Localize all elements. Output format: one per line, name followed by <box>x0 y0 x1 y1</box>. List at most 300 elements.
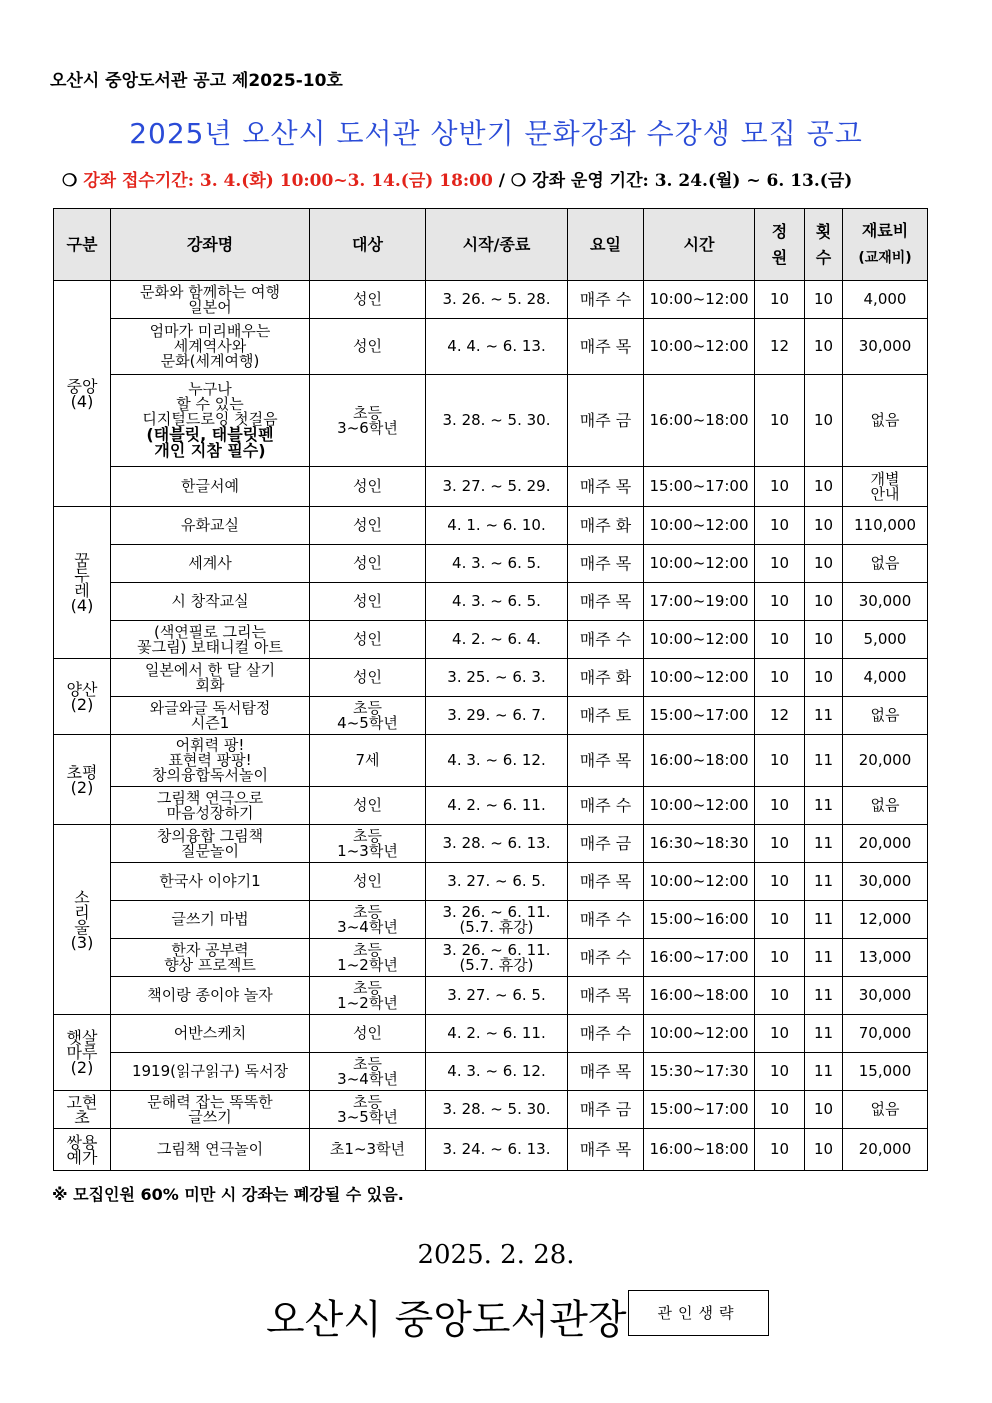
day-cell: 매주 목 <box>568 467 644 507</box>
cell-line: 초등 <box>353 940 382 959</box>
cell-line: 15,000 <box>858 1062 912 1080</box>
fee-cell <box>843 467 928 507</box>
target-cell <box>310 545 426 583</box>
day-cell: 매주 목 <box>568 977 644 1015</box>
period-separator: / <box>498 171 505 191</box>
cell-line: 문화와 함께하는 여행 <box>140 282 280 301</box>
table-row <box>54 1129 928 1171</box>
sessions-cell: 11 <box>805 977 843 1015</box>
cell-line: 4,000 <box>863 290 907 308</box>
cell-line: (4) <box>70 391 94 411</box>
sessions-cell: 10 <box>805 281 843 319</box>
fee-cell <box>843 621 928 659</box>
target-cell <box>310 735 426 787</box>
cell-line: 꽃그림) 보태니컬 아트 <box>137 637 283 656</box>
cell-line: 시 창작교실 <box>171 592 249 610</box>
period-cell <box>426 901 568 939</box>
cell-line: 4. 3. ~ 6. 12. <box>447 751 546 769</box>
cell-line: 성인 <box>353 1024 382 1042</box>
cell-line: 예가 <box>66 1147 98 1167</box>
header-period: 시작/종료 <box>426 209 568 281</box>
cell-line: 성인 <box>353 872 382 890</box>
table-row <box>54 1053 928 1091</box>
period-cell <box>426 1091 568 1129</box>
cell-line: 초등 <box>353 698 382 717</box>
course-name-cell <box>111 939 310 977</box>
target-cell <box>310 467 426 507</box>
table-row <box>54 659 928 697</box>
period-cell <box>426 1053 568 1091</box>
cell-line: 30,000 <box>858 592 912 610</box>
sessions-cell: 10 <box>805 659 843 697</box>
cell-line: 없음 <box>870 796 900 814</box>
operation-period: 강좌 운영 기간: 3. 24.(월) ~ 6. 13.(금) <box>532 171 853 191</box>
target-cell <box>310 1053 426 1091</box>
quota-cell: 10 <box>755 1053 805 1091</box>
course-name-cell <box>111 659 310 697</box>
fee-cell <box>843 507 928 545</box>
course-name-cell <box>111 507 310 545</box>
target-cell <box>310 977 426 1015</box>
cell-line: 그림책 연극놀이 <box>156 1140 264 1158</box>
time-cell: 10:00~12:00 <box>644 545 755 583</box>
cell-line: 4. 3. ~ 6. 12. <box>447 1062 546 1080</box>
cell-line: 20,000 <box>858 751 912 769</box>
cell-line: 3~6학년 <box>337 418 398 437</box>
fee-cell <box>843 1129 928 1171</box>
table-row <box>54 863 928 901</box>
cell-line: 글쓰기 마법 <box>171 910 249 928</box>
period-cell <box>426 863 568 901</box>
header-sessions: 횟 수 <box>805 209 843 281</box>
cell-line: 3~4학년 <box>337 917 398 936</box>
cell-line: 성인 <box>353 796 382 814</box>
cell-line: 30,000 <box>858 986 912 1004</box>
cell-line: 1~2학년 <box>337 993 398 1012</box>
cell-line: 초 <box>74 1107 90 1127</box>
group-cell <box>54 825 111 1015</box>
day-cell: 매주 화 <box>568 659 644 697</box>
period-cell <box>426 787 568 825</box>
time-cell: 16:00~17:00 <box>644 939 755 977</box>
table-row <box>54 583 928 621</box>
table-row <box>54 825 928 863</box>
cell-line: 4. 3. ~ 6. 5. <box>452 592 541 610</box>
course-name-cell <box>111 697 310 735</box>
group-cell <box>54 735 111 825</box>
period-cell <box>426 621 568 659</box>
table-row <box>54 939 928 977</box>
cell-line: 시즌1 <box>190 713 230 732</box>
fee-cell <box>843 939 928 977</box>
quota-cell: 10 <box>755 1091 805 1129</box>
time-cell: 16:00~18:00 <box>644 977 755 1015</box>
cell-line: 7세 <box>355 751 380 769</box>
quota-cell: 10 <box>755 507 805 545</box>
cell-line: 표현력 팡팡! <box>168 751 252 769</box>
day-cell: 매주 목 <box>568 735 644 787</box>
course-name-cell <box>111 825 310 863</box>
cell-line: 3. 28. ~ 5. 30. <box>442 411 551 429</box>
page-title: 2025년 오산시 도서관 상반기 문화강좌 수강생 모집 공고 <box>129 117 863 150</box>
cell-line: 어휘력 팡! <box>175 736 245 754</box>
cell-line: 1919(읽구읽구) 독서장 <box>131 1062 289 1080</box>
fee-cell <box>843 1091 928 1129</box>
cell-line: (4) <box>70 595 94 615</box>
quota-cell: 10 <box>755 659 805 697</box>
cell-line: 없음 <box>870 706 900 724</box>
time-cell: 15:00~17:00 <box>644 697 755 735</box>
cell-line: 초등 <box>353 826 382 845</box>
quota-cell: 10 <box>755 977 805 1015</box>
time-cell: 16:00~18:00 <box>644 735 755 787</box>
table-row <box>54 1015 928 1053</box>
period-cell <box>426 1015 568 1053</box>
quota-cell: 10 <box>755 621 805 659</box>
cell-line: 초등 <box>353 403 382 422</box>
day-cell: 매주 수 <box>568 281 644 319</box>
sessions-cell: 10 <box>805 1129 843 1171</box>
cell-line: 소 <box>74 887 90 907</box>
table-row <box>54 1091 928 1129</box>
cell-line: 3. 28. ~ 5. 30. <box>442 1100 551 1118</box>
sessions-cell: 10 <box>805 467 843 507</box>
fee-cell <box>843 319 928 375</box>
cell-line: 성인 <box>353 630 382 648</box>
fee-cell <box>843 583 928 621</box>
time-cell: 10:00~12:00 <box>644 863 755 901</box>
cell-line: 3. 26. ~ 6. 11. <box>442 940 551 959</box>
cell-line: 3~4학년 <box>337 1069 398 1088</box>
target-cell <box>310 1015 426 1053</box>
quota-cell: 10 <box>755 281 805 319</box>
course-name-cell <box>111 545 310 583</box>
quota-cell: 10 <box>755 1129 805 1171</box>
table-header-row <box>54 209 928 281</box>
cell-line: (태블릿, 태블릿펜 <box>146 425 274 444</box>
period-cell <box>426 467 568 507</box>
period-cell <box>426 659 568 697</box>
quota-cell: 10 <box>755 467 805 507</box>
day-cell: 매주 금 <box>568 825 644 863</box>
table-row <box>54 281 928 319</box>
fee-cell <box>843 825 928 863</box>
cell-line: 3. 26. ~ 6. 11. <box>442 902 551 921</box>
cell-line: 유화교실 <box>181 516 239 534</box>
fee-cell <box>843 863 928 901</box>
notice-date: 2025. 2. 28. <box>417 1240 575 1270</box>
cell-line: 향상 프로젝트 <box>164 955 256 974</box>
table-row <box>54 467 928 507</box>
cell-line: 할 수 있는 <box>176 395 244 413</box>
period-cell <box>426 319 568 375</box>
fee-cell <box>843 697 928 735</box>
cell-line: (2) <box>70 777 94 797</box>
quota-cell: 10 <box>755 939 805 977</box>
cell-line: 문화(세계여행) <box>160 352 260 370</box>
issuer-name: 오산시 중앙도서관장 <box>266 1297 627 1343</box>
fee-cell <box>843 901 928 939</box>
cell-line: 와글와글 독서탐정 <box>149 698 271 717</box>
cell-line: 양산 <box>66 679 98 699</box>
cell-line: 한자 공부력 <box>171 940 249 959</box>
cell-line: (2) <box>70 1058 94 1077</box>
course-name-cell <box>111 621 310 659</box>
sessions-cell: 10 <box>805 319 843 375</box>
time-cell: 15:00~16:00 <box>644 901 755 939</box>
cell-line: 110,000 <box>853 516 917 534</box>
cell-line: 안내 <box>870 484 900 503</box>
reception-period: 강좌 접수기간: 3. 4.(화) 10:00~3. 14.(금) 18:00 <box>83 171 493 191</box>
cell-line: 어반스케치 <box>173 1024 247 1042</box>
sessions-cell: 11 <box>805 825 843 863</box>
circle-bullet-icon: ❍ <box>510 171 527 191</box>
cell-line: 리 <box>74 902 90 922</box>
quota-cell: 10 <box>755 735 805 787</box>
target-cell <box>310 507 426 545</box>
circle-bullet-icon: ❍ <box>62 171 78 191</box>
time-cell: 10:00~12:00 <box>644 659 755 697</box>
cell-line: 디지털드로잉 첫걸음 <box>142 410 278 428</box>
cell-line: 3. 29. ~ 6. 7. <box>447 706 546 724</box>
day-cell: 매주 수 <box>568 1015 644 1053</box>
quota-cell: 12 <box>755 319 805 375</box>
fee-cell <box>843 787 928 825</box>
quota-cell: 10 <box>755 787 805 825</box>
quota-cell: 10 <box>755 863 805 901</box>
sessions-cell: 11 <box>805 863 843 901</box>
cell-line: 누구나 <box>188 380 232 398</box>
sessions-cell: 10 <box>805 507 843 545</box>
sessions-cell: 11 <box>805 901 843 939</box>
cell-line: 세계역사와 <box>173 337 247 355</box>
time-cell: 17:00~19:00 <box>644 583 755 621</box>
quota-cell: 10 <box>755 825 805 863</box>
cell-line: 30,000 <box>858 337 912 355</box>
footnote: ※ 모집인원 60% 미만 시 강좌는 폐강될 수 있음. <box>52 1185 404 1204</box>
cell-line: 창의융합 그림책 <box>156 826 264 845</box>
course-table <box>53 208 928 1171</box>
fee-cell <box>843 659 928 697</box>
cell-line: 한국사 이야기1 <box>159 872 261 890</box>
cell-line: (색연필로 그리는 <box>153 622 267 641</box>
quota-cell: 12 <box>755 697 805 735</box>
fee-cell <box>843 1053 928 1091</box>
table-row <box>54 319 928 375</box>
course-name-cell <box>111 375 310 467</box>
course-name-cell <box>111 735 310 787</box>
day-cell: 매주 목 <box>568 1129 644 1171</box>
cell-line: 성인 <box>353 290 382 308</box>
cell-line: 없음 <box>870 1100 900 1118</box>
quota-cell: 10 <box>755 1015 805 1053</box>
cell-line: 창의융합독서놀이 <box>152 766 268 784</box>
cell-line: 초등 <box>353 1054 382 1073</box>
time-cell: 15:00~17:00 <box>644 467 755 507</box>
target-cell <box>310 825 426 863</box>
day-cell: 매주 목 <box>568 1053 644 1091</box>
cell-line: 4. 2. ~ 6. 11. <box>447 1024 546 1042</box>
course-name-cell <box>111 319 310 375</box>
target-cell <box>310 787 426 825</box>
sessions-cell: 10 <box>805 583 843 621</box>
table-row <box>54 977 928 1015</box>
period-cell <box>426 583 568 621</box>
cell-line: 3. 25. ~ 6. 3. <box>447 668 546 686</box>
sessions-cell: 11 <box>805 735 843 787</box>
cell-line: 4. 3. ~ 6. 5. <box>452 554 541 572</box>
day-cell: 매주 수 <box>568 787 644 825</box>
quota-cell: 10 <box>755 901 805 939</box>
group-cell <box>54 1129 111 1171</box>
group-cell <box>54 1091 111 1129</box>
cell-line: 쌍용 <box>66 1132 98 1152</box>
period-cell <box>426 977 568 1015</box>
target-cell <box>310 901 426 939</box>
course-name-cell <box>111 467 310 507</box>
cell-line: 글쓰기 <box>188 1107 232 1126</box>
cell-line: 4~5학년 <box>337 713 398 732</box>
cell-line: 1~2학년 <box>337 955 398 974</box>
cell-line: 두 <box>74 565 90 585</box>
group-cell <box>54 659 111 735</box>
table-row <box>54 507 928 545</box>
sessions-cell: 11 <box>805 939 843 977</box>
cell-line: 3. 26. ~ 5. 28. <box>442 290 551 308</box>
time-cell: 10:00~12:00 <box>644 787 755 825</box>
cell-line: 없음 <box>870 554 900 572</box>
cell-line: 초평 <box>66 762 98 782</box>
day-cell: 매주 토 <box>568 697 644 735</box>
group-cell <box>54 507 111 659</box>
cell-line: 4. 2. ~ 6. 4. <box>452 630 541 648</box>
day-cell: 매주 목 <box>568 863 644 901</box>
sessions-cell: 10 <box>805 1091 843 1129</box>
period-cell <box>426 825 568 863</box>
cell-line: (3) <box>70 932 94 952</box>
time-cell: 10:00~12:00 <box>644 281 755 319</box>
sessions-cell: 11 <box>805 1053 843 1091</box>
cell-line: 성인 <box>353 592 382 610</box>
time-cell: 16:00~18:00 <box>644 375 755 467</box>
day-cell: 매주 목 <box>568 583 644 621</box>
cell-line: 성인 <box>353 668 382 686</box>
period-cell <box>426 507 568 545</box>
cell-line: 없음 <box>870 411 900 429</box>
cell-line: 성인 <box>353 516 382 534</box>
cell-line: 그림책 연극으로 <box>156 788 264 807</box>
cell-line: 12,000 <box>858 910 912 928</box>
cell-line: 일본에서 한 달 살기 <box>144 660 276 679</box>
target-cell <box>310 939 426 977</box>
period-cell <box>426 375 568 467</box>
cell-line: 3. 27. ~ 6. 5. <box>447 872 546 890</box>
day-cell: 매주 화 <box>568 507 644 545</box>
sessions-cell: 10 <box>805 375 843 467</box>
cell-line: 3. 28. ~ 6. 13. <box>442 834 551 852</box>
cell-line: 한글서예 <box>181 477 239 495</box>
time-cell: 15:30~17:30 <box>644 1053 755 1091</box>
cell-line: 마음성장하기 <box>166 803 254 822</box>
cell-line: 4,000 <box>863 668 907 686</box>
course-name-cell <box>111 901 310 939</box>
target-cell <box>310 863 426 901</box>
target-cell <box>310 1129 426 1171</box>
course-name-cell <box>111 1015 310 1053</box>
group-cell <box>54 281 111 507</box>
quota-cell: 10 <box>755 375 805 467</box>
group-cell <box>54 1015 111 1091</box>
day-cell: 매주 수 <box>568 621 644 659</box>
day-cell: 매주 금 <box>568 1091 644 1129</box>
cell-line: 3. 24. ~ 6. 13. <box>442 1140 551 1158</box>
cell-line: 고현 <box>66 1092 98 1112</box>
notice-number: 오산시 중앙도서관 공고 제2025-10호 <box>50 71 343 91</box>
table-row <box>54 375 928 467</box>
cell-line: 13,000 <box>858 948 912 966</box>
cell-line: (5.7. 휴강) <box>459 955 534 974</box>
header-name: 강좌명 <box>111 209 310 281</box>
cell-line: 4. 2. ~ 6. 11. <box>447 796 546 814</box>
quota-cell: 10 <box>755 583 805 621</box>
sessions-cell: 10 <box>805 545 843 583</box>
sessions-cell: 10 <box>805 621 843 659</box>
cell-line: 레 <box>74 580 90 600</box>
cell-line: (2) <box>70 694 94 714</box>
time-cell: 16:30~18:30 <box>644 825 755 863</box>
course-name-cell <box>111 787 310 825</box>
table-row <box>54 545 928 583</box>
cell-line: (5.7. 휴강) <box>459 917 534 936</box>
course-name-cell <box>111 583 310 621</box>
table-row <box>54 901 928 939</box>
cell-line: 초등 <box>353 1092 382 1111</box>
header-group: 구분 <box>54 209 111 281</box>
cell-line: 4. 1. ~ 6. 10. <box>447 516 546 534</box>
sessions-cell: 11 <box>805 697 843 735</box>
fee-cell <box>843 1015 928 1053</box>
fee-cell <box>843 545 928 583</box>
table-row <box>54 697 928 735</box>
course-name-cell <box>111 863 310 901</box>
cell-line: 개인 지참 필수) <box>154 441 266 460</box>
course-name-cell <box>111 1091 310 1129</box>
fee-cell <box>843 735 928 787</box>
period-cell <box>426 939 568 977</box>
cell-line: 회화 <box>195 675 225 694</box>
sessions-cell: 11 <box>805 1015 843 1053</box>
time-cell: 10:00~12:00 <box>644 319 755 375</box>
fee-cell <box>843 281 928 319</box>
time-cell: 16:00~18:00 <box>644 1129 755 1171</box>
header-quota: 정 원 <box>755 209 805 281</box>
cell-line: 4. 4. ~ 6. 13. <box>447 337 546 355</box>
table-row <box>54 735 928 787</box>
period-cell <box>426 735 568 787</box>
cell-line: 책이랑 종이야 놀자 <box>147 986 273 1004</box>
cell-line: 초1~3학년 <box>329 1140 406 1158</box>
cell-line: 울 <box>74 917 90 937</box>
period-cell <box>426 281 568 319</box>
time-cell: 10:00~12:00 <box>644 1015 755 1053</box>
day-cell: 매주 금 <box>568 375 644 467</box>
cell-line: 세계사 <box>188 554 232 572</box>
target-cell <box>310 659 426 697</box>
time-cell: 15:00~17:00 <box>644 1091 755 1129</box>
header-time: 시간 <box>644 209 755 281</box>
cell-line: 초등 <box>353 902 382 921</box>
cell-line: 1~3학년 <box>337 841 398 860</box>
